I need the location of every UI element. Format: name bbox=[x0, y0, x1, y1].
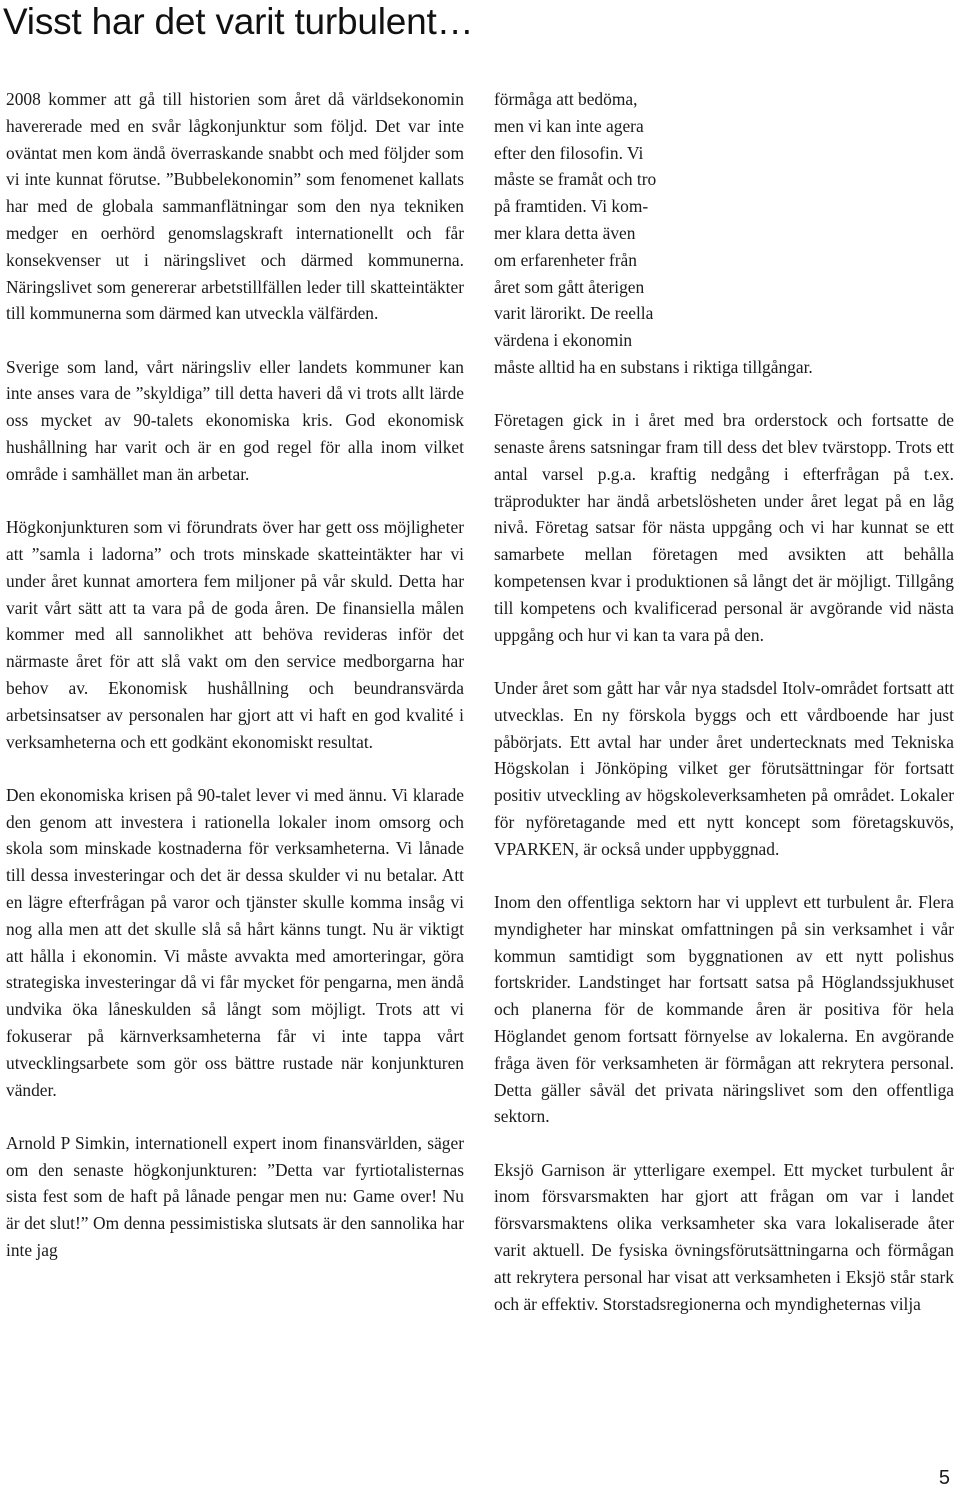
paragraph: Företagen gick in i året med bra orderstock och fortsatte de senaste årens satsningar fram till dess det blev tvärstopp. Trots ett antal varsel p.g.a. kraftig nedgång i efterfrågan på t.ex. träprodukter har ändå arbetslösheten under året legat på en låg nivå. Företag satsar för nästa uppgång och vi har kunnat se ett samarbete mellan företagen med avsikten att behålla kompetensen kvar i produktionen så långt det är möjligt. Tillgång till kompetens och kvalificerad personal är avgörande vid nästa uppgång och hur vi kan ta vara på den. bbox=[494, 410, 954, 645]
paragraph: Sverige som land, vårt näringsliv eller landets kommuner kan inte anses vara de ”skyldiga” till detta haveri då vi trots allt lärde oss mycket av 90-talets ekonomiska kris. God ekonomisk hushållning har varit och är en god regel för alla inom vilket område i samhället man än arbetar. bbox=[6, 356, 464, 484]
paragraph: Arnold P Simkin, internationell expert inom finansvärlden, säger om den senaste högkonjunkturen: ”Detta var fyrtiotalisternas sista fest som de haft på lånade pengar men nu: Game over! Nu är det slut!” Om denna pessimistiska slutsats är den sannolika har inte jag bbox=[6, 1132, 464, 1261]
text-line: förmåga att bedöma, bbox=[494, 89, 638, 109]
text-line: värdena i ekonomin bbox=[494, 330, 633, 351]
text-line: efter den filosofin. Vi bbox=[494, 142, 644, 163]
paragraph: 2008 kommer att gå till historien som året då världsekonomin havererade med en svår lågkonjunktur som följd. Det var inte oväntat men kom ändå överraskande snabbt och med följder som vi inte kunnat förutse. ”Bubbelekonomin” som fenomenet kallats har med de globala sammanflätningar som den nya tekniken medger en oerhörd genomslagskraft internationellt och får konsekvenser ut i näringslivet och därmed kommunerna. Näringslivet som genererar arbetstillfällen leder till skatteintäkter till kommunerna som därmed kan utveckla välfärden. bbox=[6, 89, 464, 324]
paragraph bbox=[494, 86, 954, 381]
page-title: Visst har det varit turbulent… bbox=[3, 1, 474, 42]
right-column bbox=[494, 86, 954, 1317]
text-line: varit lärorikt. De reella bbox=[494, 303, 654, 324]
page-number: 5 bbox=[938, 1467, 950, 1489]
text-line: om erfarenheter från bbox=[494, 249, 637, 270]
text-line: men vi kan inte agera bbox=[494, 115, 644, 136]
paragraph: Eksjö Garnison är ytterligare exempel. Ett mycket turbulent år inom försvarsmakten har gjort att frågan om var i landet försvarsmaktens olika verksamheter ska vara lokaliserade åter varit aktuell. De fysiska övningsförutsättningarna och förmågan att rekrytera personal har visat att verksamheten i Eksjö står stark och är effektiv. Storstadsregionerna och myndigheternas vilja bbox=[494, 1159, 954, 1314]
paragraph: Högkonjunkturen som vi förundrats över har gett oss möjligheter att ”samla i ladorna” och trots minskade skatteintäkter har vi under året kunnat amortera fem miljoner på vår skuld. Detta har varit vårt sätt att ta vara på de goda åren. De finansiella målen kommer med all sannolikhet att behöva revideras inför det närmaste året för att slå vakt om den service medborgarna har behov av. Ekonomisk hushållning och beundransvärda arbetsinsatser av personalen har gjort att vi haft en god kvalité i verksamheterna och ett godkänt ekonomiskt resultat. bbox=[6, 517, 464, 752]
paragraph: Under året som gått har vår nya stadsdel Itolv-området fortsatt att utvecklas. En ny förskola byggs och ett vårdboende har just påbörjats. Ett avtal har under året undertecknats med Tekniska Högskolan i Jönköping vilket ger förutsättningar för fortsatt positiv utveckling av högskoleverksamheten på området. Lokaler för nyföretagande med ett nytt koncept som företagskuvös, VPARKEN, är också under uppbyggnad. bbox=[494, 677, 954, 859]
paragraph: Den ekonomiska krisen på 90-talet lever vi med ännu. Vi klarade den genom att investera i rationella lokaler inom omsorg och skola som minskade kostnaderna för verksamheterna. Vi lånade till dessa investeringar och det är dessa skulder vi nu betalar. Att en lägre efterfrågan på varor och tjänster skulle komma insåg vi nog alla men att det skulle slå så hårt känns tungt. Nu är viktigt att hålla i ekonomin. Vi måste avvakta med amorteringar, göra strategiska investeringar då vi får mycket för pengarna, men ändå undvika öka låneskulden så långt som möjligt. Trots att vi fokuserar på kärnverksamheterna får vi inte tappa vårt utvecklingsarbete som gör oss bättre rustade när konjunkturen vänder. bbox=[6, 784, 464, 1100]
text-line: mer klara detta även bbox=[494, 222, 636, 243]
text-line: måste alltid ha en substans i riktiga tillgångar. bbox=[494, 356, 813, 377]
text-line: året som gått återigen bbox=[494, 276, 645, 297]
paragraph: Inom den offentliga sektorn har vi upplevt ett turbulent år. Flera myndigheter har minskat omfattningen på sin verksamhet i vår kommun samtidigt som byggnationen av ett nytt polishus fortskrider. Landstinget har fortsatt satsa på Höglandssjukhuset och planerna för de kommande åren är positiva för hela Höglandet genom fortsatt förnyelse av lokalerna. En avgörande fråga även för verksamheten är förmågan att rekrytera personal. Detta gäller såväl det privata näringslivet som den offentliga sektorn. bbox=[494, 892, 954, 1127]
left-column bbox=[6, 86, 464, 1264]
text-line: måste se framåt och tro bbox=[494, 169, 657, 190]
text-line: på framtiden. Vi kom- bbox=[494, 196, 649, 217]
